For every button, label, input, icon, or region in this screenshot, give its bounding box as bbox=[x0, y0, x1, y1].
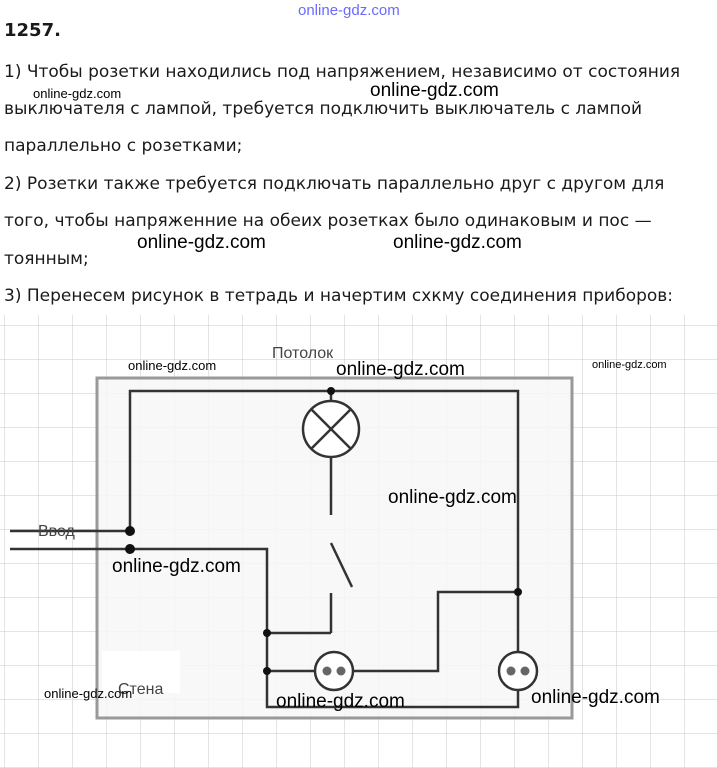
watermark: online-gdz.com bbox=[336, 359, 465, 380]
watermark: online-gdz.com bbox=[393, 232, 522, 253]
watermark: online-gdz.com bbox=[388, 487, 517, 508]
text-line-4: 2) Розетки также требуется подключать параллельно друг с другом для bbox=[4, 174, 665, 194]
wall-label: Стена bbox=[118, 681, 164, 698]
watermark: online-gdz.com bbox=[128, 358, 217, 373]
text-line-6: тоянным; bbox=[4, 249, 89, 269]
watermark: online-gdz.com bbox=[33, 86, 122, 101]
watermark: online-gdz.com bbox=[112, 556, 241, 577]
text-line-2: выключателя с лампой, требуется подключить выключатель с лампой bbox=[4, 99, 643, 119]
input-label: Ввод bbox=[38, 523, 75, 540]
problem-number-value: 1257 bbox=[4, 20, 55, 41]
watermark: online-gdz.com bbox=[276, 691, 405, 712]
text-line-5: того, чтобы напряженние на обеих розетках было одинаковым и пос — bbox=[4, 211, 652, 231]
socket-left-icon bbox=[315, 652, 353, 690]
text-line-7: 3) Перенесем рисунок в тетрадь и начертим схкму соединения приборов: bbox=[4, 286, 674, 306]
ceiling-label: Потолок bbox=[272, 345, 334, 362]
watermark: online-gdz.com bbox=[592, 359, 667, 371]
lamp-icon bbox=[303, 401, 359, 457]
watermark: online-gdz.com bbox=[44, 686, 133, 701]
problem-number: 1257. bbox=[4, 20, 61, 41]
watermark-top: online-gdz.com bbox=[298, 2, 400, 19]
watermark: online-gdz.com bbox=[531, 687, 660, 708]
text-line-3: параллельно с розетками; bbox=[4, 136, 243, 156]
socket-right-icon bbox=[499, 652, 537, 690]
watermark: online-gdz.com bbox=[137, 232, 266, 253]
text-line-1: 1) Чтобы розетки находились под напряжением, независимо от состояния bbox=[4, 62, 681, 82]
watermark: online-gdz.com bbox=[370, 80, 499, 101]
